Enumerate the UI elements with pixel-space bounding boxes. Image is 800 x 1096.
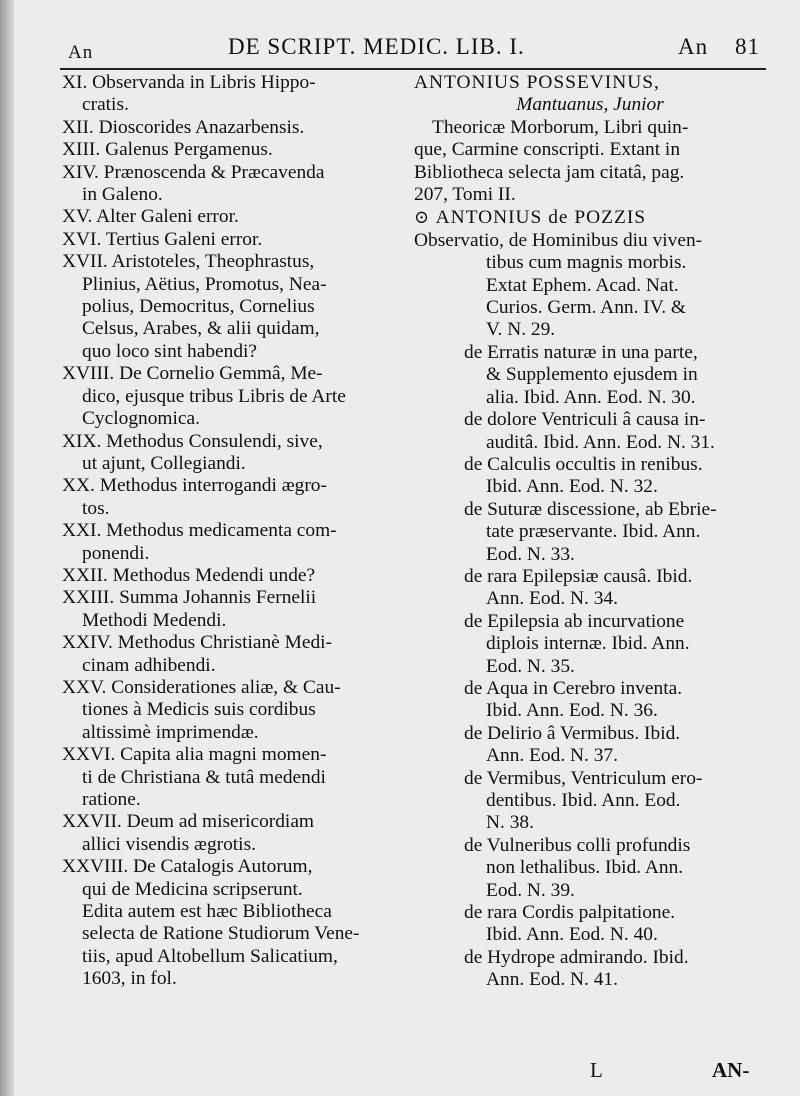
left-column-line: XVI. Tertius Galeni error. (62, 228, 263, 250)
left-column-line: XXII. Methodus Medendi unde? (62, 564, 316, 586)
left-column-line: ratione. (82, 789, 141, 810)
left-column (62, 72, 394, 991)
pozzis-items-list (414, 342, 766, 992)
left-column-line: XXVI. Capita alia magni momen- (62, 744, 327, 766)
left-column-line: altissimè imprimendæ. (82, 721, 259, 743)
pozzis-item-line: tate præservante. Ibid. Ann. (486, 521, 701, 543)
running-header (0, 32, 800, 66)
pozzis-item (414, 678, 766, 723)
possevinus-line: Theoricæ Morborum, Libri quin- (432, 116, 689, 138)
header-title: DE SCRIPT. MEDIC. LIB. I. (228, 34, 525, 59)
pozzis-item (414, 902, 766, 947)
pozzis-item-line: de dolore Ventriculi â causa in- (464, 409, 706, 431)
possevinus-line: que, Carmine conscripti. Extant in (414, 139, 681, 161)
header-right-abbrev: An (678, 34, 709, 59)
pozzis-item (414, 342, 766, 409)
author-possevinus-subtitle: Mantuanus, Junior (516, 94, 664, 116)
pozzis-item (414, 768, 766, 835)
signature-mark: L (590, 1058, 603, 1082)
page-edge-shadow (0, 0, 14, 1096)
possevinus-line: Bibliotheca selecta jam citatâ, pag. (414, 161, 685, 183)
pozzis-item-line: de rara Epilepsiæ causâ. Ibid. (464, 565, 693, 587)
pozzis-item-line: de Suturæ discessione, ab Ebrie- (464, 498, 717, 520)
pozzis-item-line: Ibid. Ann. Eod. N. 36. (486, 700, 658, 722)
left-column-line: XXIII. Summa Johannis Fernelii (62, 587, 317, 609)
author-pozzis-name: ANTONIUS de POZZIS (435, 207, 647, 229)
pozzis-item (414, 723, 766, 768)
author-possevinus-text (414, 117, 766, 207)
pozzis-item-line: Ann. Eod. N. 41. (486, 969, 618, 991)
left-column-line: XIII. Galenus Pergamenus. (62, 139, 273, 161)
left-column-line: XI. Observanda in Libris Hippo- (62, 72, 316, 93)
pozzis-item (414, 499, 766, 566)
left-column-line: cinam adhibendi. (82, 654, 216, 676)
left-column-line: XV. Alter Galeni error. (62, 206, 239, 228)
left-column-line: polius, Democritus, Cornelius (82, 296, 315, 318)
pozzis-item-line: alia. Ibid. Ann. Eod. N. 30. (486, 386, 696, 408)
pozzis-item-line: de Calculis occultis in renibus. (464, 453, 703, 475)
pozzis-line: tibus cum magnis morbis. (486, 252, 687, 274)
pozzis-item-line: auditâ. Ibid. Ann. Eod. N. 31. (486, 431, 715, 453)
pozzis-line: Extat Ephem. Acad. Nat. (486, 274, 679, 296)
left-column-line: qui de Medicina scripserunt. (82, 878, 303, 900)
left-column-line: ut ajunt, Collegiandi. (82, 452, 246, 474)
left-column-line: Plinius, Aëtius, Promotus, Nea- (82, 273, 327, 295)
pozzis-item-line: Ann. Eod. N. 34. (486, 588, 618, 610)
pozzis-item-line: de Erratis naturæ in una parte, (464, 341, 698, 363)
left-column-line: XXIV. Methodus Christianè Medi- (62, 632, 333, 654)
pozzis-line: Observatio, de Hominibus diu viven- (414, 229, 703, 251)
left-column-line: tiones à Medicis suis cordibus (82, 699, 316, 721)
left-column-line: tiis, apud Altobellum Salicatium, (82, 945, 338, 967)
pozzis-line: Curios. Germ. Ann. IV. & (486, 297, 687, 319)
left-column-line: ponendi. (82, 542, 150, 564)
left-column-line: XIV. Prænoscenda & Præcavenda (62, 161, 325, 183)
left-column-line: XXVIII. De Catalogis Autorum, (62, 856, 313, 878)
left-column-line: XXI. Methodus medicamenta com- (62, 520, 337, 542)
left-column-line: in Galeno. (82, 184, 163, 206)
pozzis-item-line: Eod. N. 33. (486, 543, 575, 565)
left-column-line: Methodi Medendi. (82, 609, 227, 631)
left-column-line: dico, ejusque tribus Libris de Arte (82, 385, 346, 407)
author-possevinus: ANTONIUS POSSEVINUS, (414, 72, 660, 93)
pozzis-item-line: dentibus. Ibid. Ann. Eod. (486, 790, 681, 811)
pozzis-item-line: non lethalibus. Ibid. Ann. (486, 857, 684, 879)
pozzis-item (414, 454, 766, 499)
pozzis-item (414, 947, 766, 992)
pozzis-item (414, 566, 766, 611)
left-column-line: XXVII. Deum ad misericordiam (62, 811, 315, 833)
pozzis-item (414, 409, 766, 454)
possevinus-line: 207, Tomi II. (414, 184, 516, 206)
page-number: 81 (735, 34, 760, 59)
pozzis-item (414, 835, 766, 902)
pozzis-item-line: de Epilepsia ab incurvatione (464, 610, 685, 632)
pozzis-line: V. N. 29. (486, 319, 556, 341)
pozzis-item-line: de Vulneribus colli profundis (464, 834, 691, 856)
pozzis-item-line: diplois internæ. Ibid. Ann. (486, 633, 690, 655)
left-column-line: Cyclognomica. (82, 408, 200, 430)
pozzis-item-line: N. 38. (486, 812, 534, 834)
pozzis-item-line: Ibid. Ann. Eod. N. 40. (486, 924, 658, 946)
left-column-line: quo loco sint habendi? (82, 340, 258, 362)
header-rule (60, 68, 766, 70)
left-column-line: XXV. Considerationes aliæ, & Cau- (62, 676, 341, 698)
left-column-line: XX. Methodus interrogandi ægro- (62, 475, 327, 497)
pozzis-item-line: & Supplemento ejusdem in (486, 364, 698, 386)
pozzis-item-line: Eod. N. 39. (486, 879, 575, 901)
author-pozzis (414, 206, 766, 229)
pozzis-item-line: de Vermibus, Ventriculum ero- (464, 767, 703, 789)
pozzis-item-line: de rara Cordis palpitatione. (464, 902, 676, 924)
left-column-line: XIX. Methodus Consulendi, sive, (62, 430, 323, 452)
left-column-line: XVIII. De Cornelio Gemmâ, Me- (62, 363, 323, 385)
right-column (414, 72, 766, 992)
left-column-line: Celsus, Arabes, & alii quidam, (82, 318, 320, 340)
pozzis-item-line: de Delirio â Vermibus. Ibid. (464, 722, 681, 744)
left-column-line: XII. Dioscorides Anazarbensis. (62, 116, 305, 138)
header-left-abbrev: An (68, 42, 94, 63)
pozzis-item-line: Ann. Eod. N. 37. (486, 745, 618, 767)
pozzis-item-line: de Aqua in Cerebro inventa. (464, 677, 683, 699)
pozzis-item-line: de Hydrope admirando. Ibid. (464, 946, 689, 968)
catchword: AN- (712, 1058, 750, 1082)
left-column-line: cratis. (82, 94, 129, 116)
left-column-line: XVII. Aristoteles, Theophrastus, (62, 251, 315, 273)
left-column-line: tos. (82, 497, 110, 519)
left-column-line: ti de Christiana & tutâ medendi (82, 766, 326, 788)
pozzis-item-line: Eod. N. 35. (486, 655, 575, 677)
left-column-line: 1603, in fol. (82, 968, 177, 990)
left-column-line: Edita autem est hæc Bibliotheca (82, 901, 332, 923)
left-column-line: allici visendis ægrotis. (82, 833, 256, 855)
left-column-line: selecta de Ratione Studiorum Vene- (82, 923, 360, 945)
author-pozzis-text (414, 230, 766, 342)
pointing-mark-icon: ⊙ (414, 207, 436, 228)
pozzis-item (414, 611, 766, 678)
pozzis-item-line: Ibid. Ann. Eod. N. 32. (486, 476, 658, 498)
